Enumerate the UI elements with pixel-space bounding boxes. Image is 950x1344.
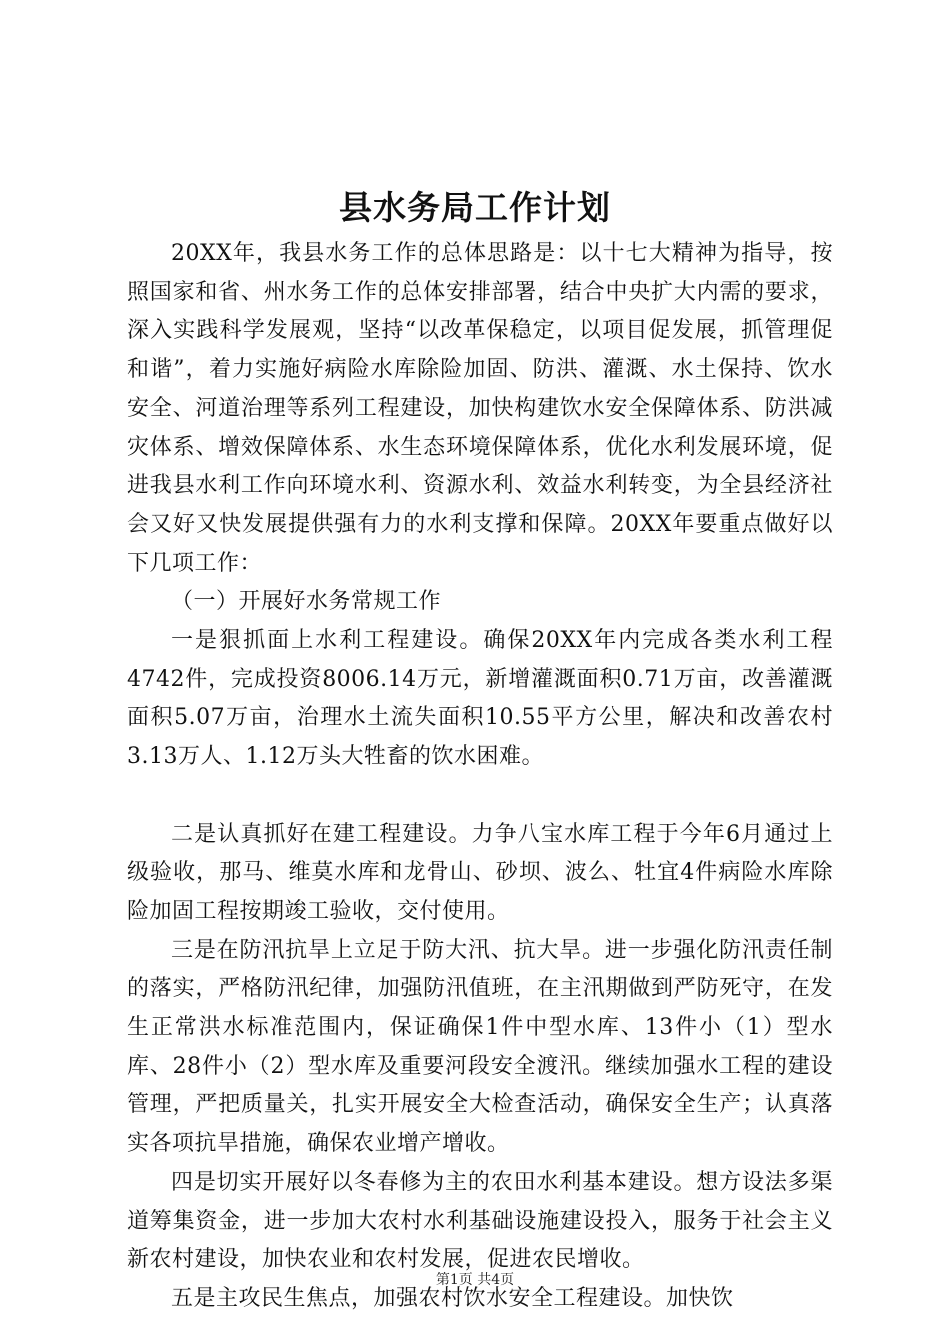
paragraph-intro: 20XX年，我县水务工作的总体思路是：以十七大精神为指导，按照国家和省、州水务工作的总体安排部署，结合中央扩大内需的要求，深入实践科学发展观，坚持“以改革保稳定，以项目促发展，抓管理促和谐”，着力实施好病险水库除险加固、防洪、灌溉、水土保持、饮水安全、河道治理等系列工程建设，加快构建饮水安全保障体系、防洪减灾体系、增效保障体系、水生态环境保障体系，优化水利发展环境，促进我县水利工作向环境水利、资源水利、效益水利转变，为全县经济社会又好又快发展提供强有力的水利支撑和保障。20XX年要重点做好以下几项工作：: [127, 241, 833, 576]
document-title: 县水务局工作计划: [339, 188, 611, 227]
paragraph-item-1: 一是狠抓面上水利工程建设。确保20XX年内完成各类水利工程4742件，完成投资8006.14万元，新增灌溉面积0.71万亩，改善灌溉面积5.07万亩，治理水土流失面积10.55平方公里，解决和改善农村3.13万人、1.12万头大牲畜的饮水困难。: [127, 628, 833, 770]
paragraph-item-5: 五是主攻民生焦点，加强农村饮水安全工程建设。加快饮: [171, 1285, 734, 1311]
paragraph-spacer: [127, 777, 833, 816]
paragraph-item-4: 四是切实开展好以冬春修为主的农田水利基本建设。想方设法多渠道筹集资金，进一步加大农村水利基础设施建设投入，服务于社会主义新农村建设，加快农业和农村发展，促进农民增收。: [127, 1169, 833, 1273]
document-body: [127, 235, 833, 1319]
page-number-footer: 第1页 共4页: [435, 1272, 515, 1288]
paragraph-item-2: 二是认真抓好在建工程建设。力争八宝水库工程于今年6月通过上级验收，那马、维莫水库和龙骨山、砂坝、波么、牡宜4件病险水库除险加固工程按期竣工验收，交付使用。: [127, 821, 833, 924]
paragraph-item-3: 三是在防汛抗旱上立足于防大汛、抗大旱。进一步强化防汛责任制的落实，严格防汛纪律，加强防汛值班，在主汛期做到严防死守，在发生正常洪水标准范围内，保证确保1件中型水库、13件小（1）型水库、28件小（2）型水库及重要河段安全渡汛。继续加强水工程的建设管理，严把质量关，扎实开展安全大检查活动，确保安全生产；认真落实各项抗旱措施，确保农业增产增收。: [127, 937, 833, 1157]
paragraph-section-heading: （一）开展好水务常规工作: [171, 589, 442, 615]
